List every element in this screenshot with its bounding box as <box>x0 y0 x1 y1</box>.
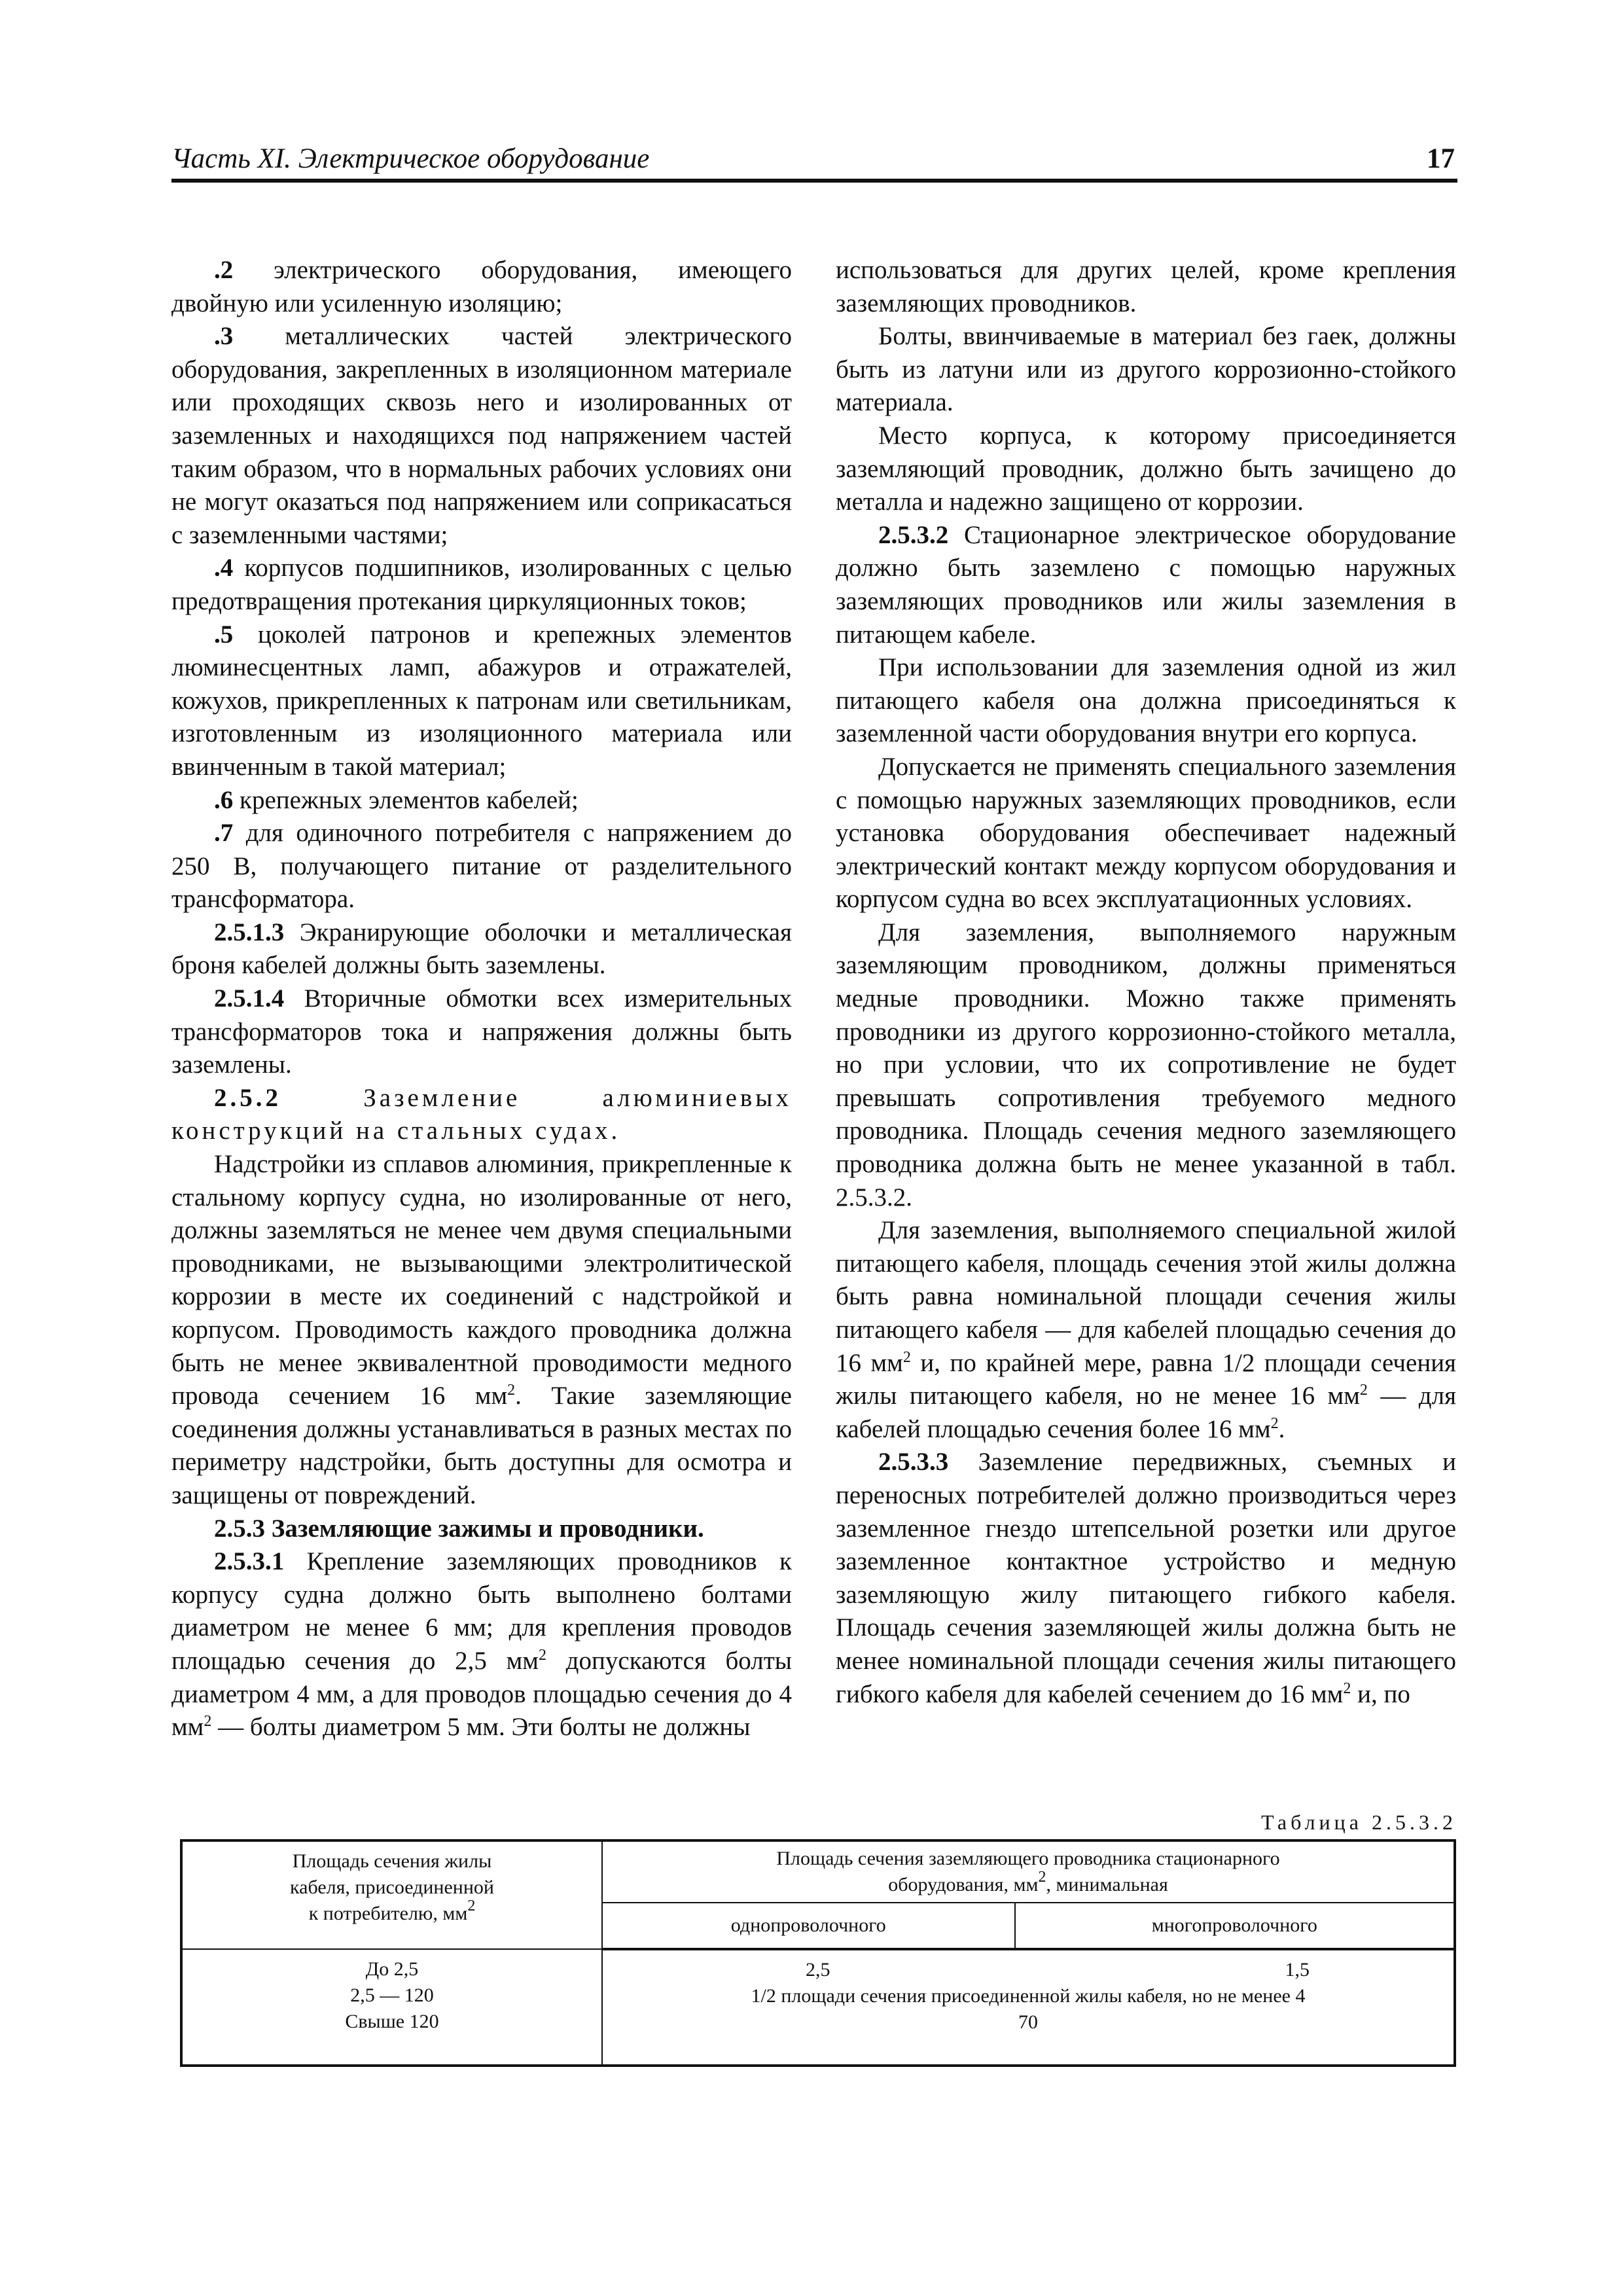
header-rule <box>171 179 1457 183</box>
subheader-single-wire: однопроволочного <box>602 1903 1015 1949</box>
subheader-multi-wire: многопроволочного <box>1015 1903 1455 1949</box>
paragraph: Болты, ввинчиваемые в материал без гаек, должны быть из латуни или из другого коррозионно-стойкого материала. <box>836 322 1456 417</box>
paragraph: Место корпуса, к которому присоединяется заземляющий проводник, должно быть зачищено до металла и надежно защищено от коррозии. <box>836 421 1456 516</box>
paragraph: 2.5.3.3 Заземление передвижных, съемных и переносных потребителей должно производиться через заземленное гнездо штепсельной розетки или другое заземленное контактное устройство и медную заземляющую жилу питающего гибкого кабеля. Площадь сечения заземляющей жилы должна быть не менее номинальной площади сечения жилы питающего гибкого кабеля для кабелей сечением до 16 $мм^2$ и, по <box>836 1448 1456 1708</box>
header-cable-area: Площадь сечения жилы кабеля, присоединенной к потребителю, $мм^2$ <box>181 1840 602 1949</box>
paragraph: Надстройки из сплавов алюминия, прикрепленные к стальному корпусу судна, но изолированные от него, должны заземляться не менее чем двумя специальными проводниками, не вызывающими электролитической коррозии в месте их соединений с надстройкой и корпусом. Проводимость каждого проводника должна быть не менее эквивалентной проводимости медного провода сечением 16 $мм^2$. Такие заземляющие соединения должны устанавливаться в разных местах по периметру надстройки, быть доступны для осмотра и защищены от повреждений. <box>171 1150 792 1509</box>
left-column <box>171 254 792 1744</box>
table-row <box>181 1949 1455 2066</box>
paragraph: 2.5.3.1 Крепление заземляющих проводников к корпусу судна должно быть выполнено болтами диаметром не менее 6 мм; для крепления проводов площадью сечения до 2,5 $мм^2$ допускаются болты диаметром 4 мм, а для проводов площадью сечения до 4 $мм^2$ — болты диаметром 5 мм. Эти болты не должны <box>171 1547 793 1742</box>
conductor-area-cell: 2,5 1,5 1/2 площади сечения присоединенной жилы кабеля, но не менее 4 70 <box>602 1949 1455 2066</box>
running-header <box>171 143 1457 179</box>
paragraph: .3 металлических частей электрического оборудования, закрепленных в изоляционном материале или проходящих сквозь него и изолированных от заземленных и находящихся под напряжением частей таким образом, что в нормальных рабочих условиях они не могут оказаться под напряжением или соприкасаться с заземленными частями; <box>171 322 792 549</box>
table-caption: Таблица 2.5.3.2 <box>1261 1810 1457 1834</box>
cable-area-cell: До 2,5 2,5 — 120 Свыше 120 <box>181 1949 602 2066</box>
paragraph: Для заземления, выполняемого специальной жилой питающего кабеля, площадь сечения этой жилы должна быть равна номинальной площади сечения жилы питающего кабеля — для кабелей площадью сечения до 16 $мм^2$ и, по крайней мере, равна 1/2 площади сечения жилы питающего кабеля, но не менее 16 $мм^2$ — для кабелей площадью сечения более 16 $мм^2$. <box>836 1216 1457 1443</box>
section-heading: 2.5.2 Заземление алюминиевых конструкций на стальных судах. <box>171 1083 792 1145</box>
paragraph: .7 для одиночного потребителя с напряжением до 250 В, получающего питание от разделительного трансформатора. <box>171 819 792 914</box>
data-table <box>180 1839 1456 2067</box>
table-header-row <box>181 1840 1455 1903</box>
paragraph: .2 электрического оборудования, имеющего двойную или усиленную изоляцию; <box>171 256 792 317</box>
section-heading: 2.5.3 Заземляющие зажимы и проводники. <box>214 1514 704 1543</box>
paragraph: 2.5.3.2 Стационарное электрическое оборудование должно быть заземлено с помощью наружных заземляющих проводников или жилы заземления в питающем кабеле. <box>836 520 1456 649</box>
paragraph: .6 крепежных элементов кабелей; <box>214 785 579 814</box>
running-title: Часть XI. Электрическое оборудование <box>171 143 650 174</box>
right-column <box>836 254 1456 1711</box>
paragraph: Для заземления, выполняемого наружным заземляющим проводником, должны применяться медные проводники. Можно также применять проводники из другого коррозионно-стойкого металла, но при условии, что их сопротивление не будет превышать сопротивления требуемого медного проводника. Площадь сечения медного заземляющего проводника должна быть не менее указанной в табл. 2.5.3.2. <box>836 918 1456 1211</box>
header-conductor-area: Площадь сечения заземляющего проводника стационарного оборудования, $мм^2$, минимальная <box>602 1840 1455 1903</box>
paragraph: Допускается не применять специального заземления с помощью наружных заземляющих проводников, если установка оборудования обеспечивает надежный электрический контакт между корпусом оборудования и корпусом судна во всех эксплуатационных условиях. <box>836 752 1456 914</box>
paragraph: .4 корпусов подшипников, изолированных с целью предотвращения протекания циркуляционных токов; <box>171 554 792 615</box>
paragraph: 2.5.1.3 Экранирующие оболочки и металлическая броня кабелей должны быть заземлены. <box>171 918 792 980</box>
paragraph: При использовании для заземления одной из жил питающего кабеля она должна присоединяться к заземленной части оборудования внутри его корпуса. <box>836 653 1456 748</box>
paragraph: 2.5.1.4 Вторичные обмотки всех измерительных трансформаторов тока и напряжения должны быть заземлены. <box>171 984 792 1079</box>
paragraph: использоваться для других целей, кроме крепления заземляющих проводников. <box>836 256 1456 317</box>
paragraph: .5 цоколей патронов и крепежных элементов люминесцентных ламп, абажуров и отражателей, кожухов, прикрепленных к патронам или светильникам, изготовленным из изоляционного материала или ввинченным в такой материал; <box>171 620 792 781</box>
page-number: 17 <box>1427 143 1455 174</box>
